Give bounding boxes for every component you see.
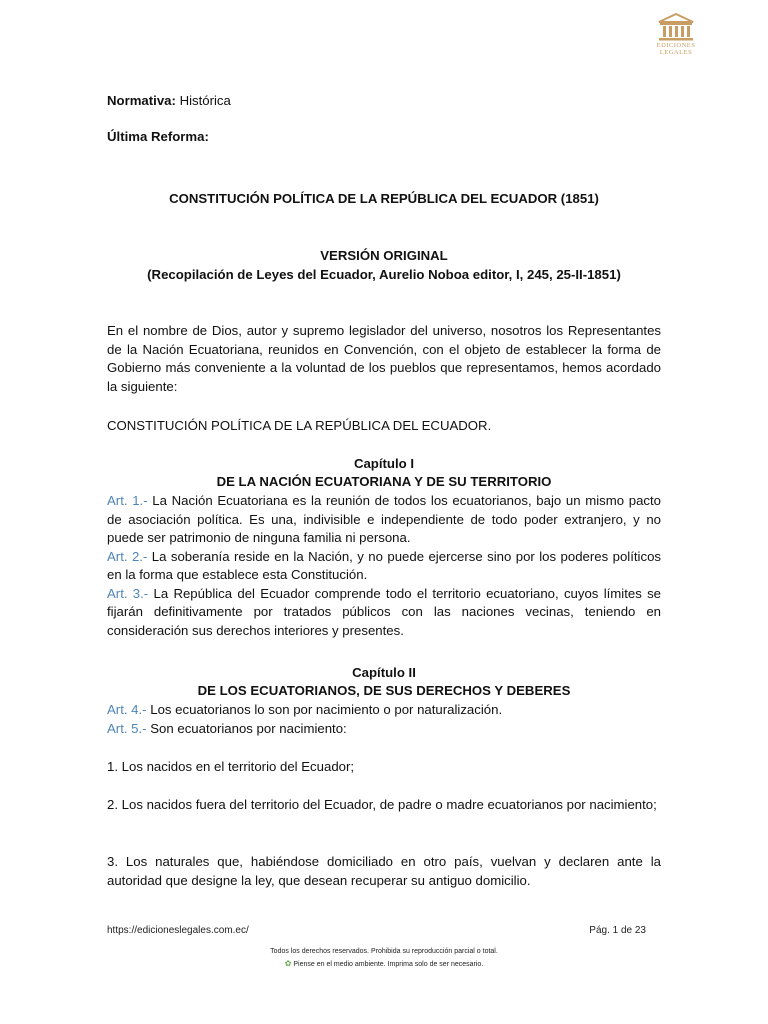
chapter-1-title: DE LA NACIÓN ECUATORIANA Y DE SU TERRITORIO	[216, 474, 552, 489]
list-item: 3. Los naturales que, habiéndose domiciliado en otro país, vuelvan y declaren ante la autoridad que designe la ley, que desean recuperar su antiguo domicilio.	[107, 854, 661, 888]
logo-line1: EDICIONES	[656, 42, 696, 49]
preamble: En el nombre de Dios, autor y supremo legislador del universo, nosotros los Representantes de la Nación Ecuatoriana, reunidos en Convención, con el objeto de establecer la forma de Gobierno más conveniente a la voluntad de los pueblos que representamos, hemos acordado la siguiente:	[107, 323, 661, 394]
document-title: CONSTITUCIÓN POLÍTICA DE LA REPÚBLICA DEL ECUADOR (1851)	[169, 191, 599, 206]
normativa-value: Histórica	[179, 93, 231, 108]
article-3	[107, 585, 661, 641]
reforma-label: Última Reforma:	[107, 129, 209, 144]
article-5	[107, 720, 661, 739]
article-2	[107, 548, 661, 585]
article-number: Art. 2.-	[107, 548, 148, 564]
chapter-1-articles	[107, 492, 661, 640]
logo-line2: LEGALES	[659, 49, 693, 56]
chapter-2-title: DE LOS ECUATORIANOS, DE SUS DERECHOS Y DEBERES	[197, 683, 571, 698]
article-4	[107, 701, 661, 720]
publisher-logo	[646, 12, 706, 72]
constitution-subtitle: CONSTITUCIÓN POLÍTICA DE LA REPÚBLICA DEL ECUADOR.	[107, 418, 492, 433]
list-item: 2. Los nacidos fuera del territorio del Ecuador, de padre o madre ecuatorianos por nacimiento;	[107, 797, 657, 812]
article-number: Art. 1.-	[107, 493, 148, 508]
normativa-label: Normativa:	[107, 93, 176, 108]
chapter-2-label: Capítulo II	[352, 665, 416, 680]
article-text: Los ecuatorianos lo son por nacimiento o por naturalización.	[150, 702, 503, 717]
article-number: Art. 3.-	[107, 585, 149, 601]
page-number: Pág. 1 de 23	[589, 925, 646, 936]
leaf-icon: ✿	[284, 959, 292, 968]
version-heading: VERSIÓN ORIGINAL	[320, 248, 448, 263]
article-text: La Nación Ecuatoriana es la reunión de todos los ecuatorianos, bajo un mismo pacto de asociación política. Es una, indivisible e independiente de todo poder extranjero, y no puede ser patrimonio de ninguna familia ni persona.	[107, 493, 661, 545]
chapter-1-label: Capítulo I	[353, 456, 415, 471]
footer-url-link[interactable]: https://edicioneslegales.com.ec/	[107, 925, 249, 936]
chapter-2-articles	[107, 701, 661, 738]
version-source: (Recopilación de Leyes del Ecuador, Aurelio Noboa editor, I, 245, 25-II-1851)	[147, 267, 621, 282]
article-number: Art. 5.-	[107, 720, 147, 736]
list-item: 1. Los nacidos en el territorio del Ecuador;	[107, 759, 355, 774]
footer-env-note	[0, 959, 768, 968]
article-text: La República del Ecuador comprende todo el territorio ecuatoriano, cuyos límites se fijarán definitivamente por tratados públicos con las naciones vecinas, teniendo en consideración sus derechos interiores y presentes.	[107, 585, 662, 638]
article-number: Art. 4.-	[107, 702, 147, 717]
article-1	[107, 492, 661, 548]
footer-env-text: Piense en el medio ambiente. Imprima solo de ser necesario.	[293, 961, 484, 968]
footer-rights: Todos los derechos reservados. Prohibida su reproducción parcial o total.	[270, 948, 498, 955]
normativa-line	[107, 92, 661, 111]
article-text: La soberanía reside en la Nación, y no puede ejercerse sino por los poderes políticos en la forma que establece esta Constitución.	[107, 548, 661, 582]
article-text: Son ecuatorianos por nacimiento:	[150, 720, 347, 736]
temple-icon	[656, 12, 696, 42]
